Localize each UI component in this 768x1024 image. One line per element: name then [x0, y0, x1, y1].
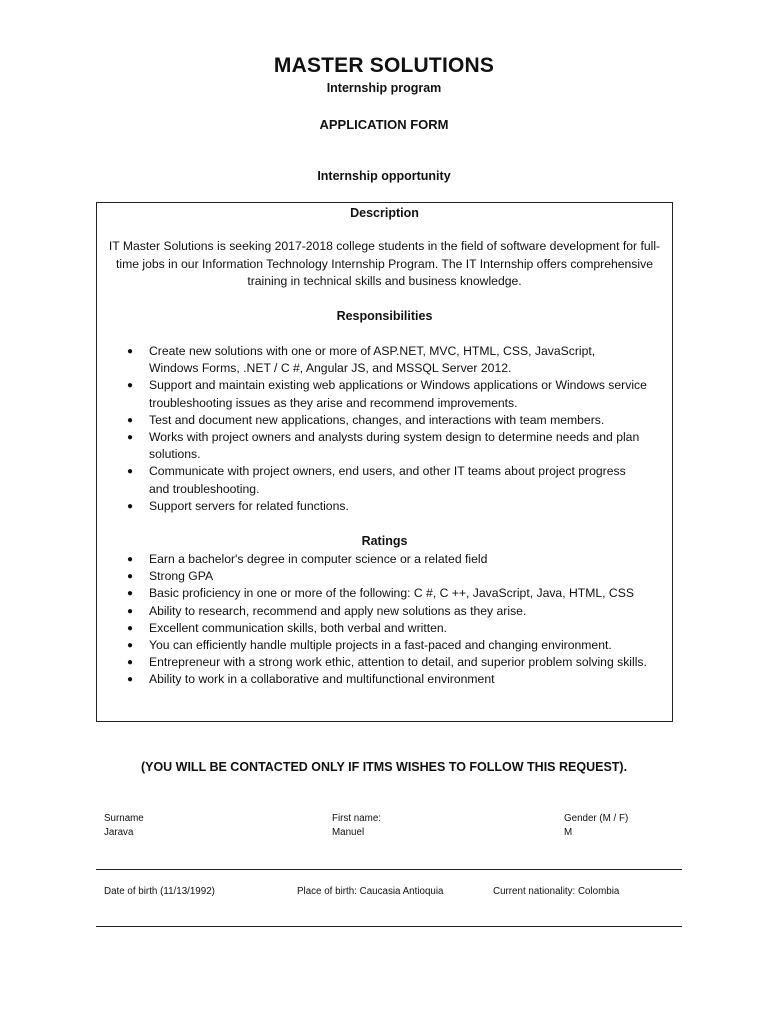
list-item: ● Ability to research, recommend and apply new solutions as they arise.	[97, 603, 667, 620]
bullet-icon: ●	[127, 466, 134, 478]
list-item: ● Create new solutions with one or more of ASP.NET, MVC, HTML, CSS, JavaScript, Windows Forms, .NET / C #, Angular JS, and MSSQL Server 2012.	[127, 344, 596, 376]
bullet-icon: ●	[127, 432, 134, 444]
bullet-icon: ●	[127, 605, 134, 617]
responsibilities-list	[97, 343, 667, 515]
list-item: ● Works with project owners and analysts during system design to determine needs and plan solutions.	[127, 430, 640, 462]
date-of-birth: Date of birth (11/13/1992)	[104, 886, 215, 897]
list-item: ● Ability to work in a collaborative and multifunctional environment	[97, 671, 667, 688]
description-heading: Description	[350, 206, 419, 220]
first-name-value: Manuel	[332, 827, 365, 838]
opportunity-heading: Internship opportunity	[317, 169, 451, 183]
list-item: ● You can efficiently handle multiple projects in a fast-paced and changing environment.	[97, 637, 667, 654]
list-item: ● Strong GPA	[97, 568, 667, 585]
list-item: ● Support servers for related functions.	[97, 498, 667, 515]
current-nationality: Current nationality: Colombia	[493, 886, 620, 897]
surname-label: Surname	[104, 813, 144, 824]
program-subtitle: Internship program	[326, 81, 442, 95]
list-item: ● Communicate with project owners, end users, and other IT teams about project progress and troubleshooting.	[127, 464, 626, 496]
divider	[96, 869, 682, 870]
bullet-icon: ●	[127, 380, 134, 392]
bullet-icon: ●	[127, 346, 134, 357]
description-text: IT Master Solutions is seeking 2017-2018 college students in the field of software development for full-time jobs in our Information Technology Internship Program. The IT Internship offers comprehensive training in technical skills and business knowledge.	[108, 239, 661, 288]
gender-label: Gender (M / F)	[564, 813, 629, 824]
ratings-list	[97, 551, 667, 689]
bullet-icon: ●	[127, 640, 134, 652]
bullet-icon: ●	[127, 554, 134, 565]
bullet-icon: ●	[127, 622, 134, 634]
bullet-icon: ●	[127, 571, 134, 583]
gender-value: M	[564, 827, 573, 838]
form-title: APPLICATION FORM	[319, 117, 449, 132]
list-item: ● Test and document new applications, changes, and interactions with team members.	[97, 412, 667, 429]
list-item: ● Support and maintain existing web applications or Windows applications or Windows service troubleshooting issues as they arise and recommend improvements.	[127, 378, 647, 410]
first-name-label: First name:	[332, 813, 381, 824]
divider	[96, 926, 682, 927]
bullet-icon: ●	[127, 674, 134, 686]
responsibilities-heading: Responsibilities	[336, 309, 433, 323]
bullet-icon: ●	[127, 588, 134, 600]
list-item: ● Basic proficiency in one or more of the following: C #, C ++, JavaScript, Java, HTML, CSS	[97, 585, 667, 602]
ratings-heading: Ratings	[361, 534, 408, 548]
opportunity-box	[96, 202, 673, 722]
list-item: ● Excellent communication skills, both verbal and written.	[97, 620, 667, 637]
bullet-icon: ●	[127, 414, 134, 426]
bullet-icon: ●	[127, 657, 134, 669]
list-item: ● Earn a bachelor's degree in computer science or a related field	[97, 551, 667, 568]
contact-notice: (YOU WILL BE CONTACTED ONLY IF ITMS WISHES TO FOLLOW THIS REQUEST).	[140, 760, 628, 774]
bullet-icon: ●	[127, 500, 134, 512]
company-title: MASTER SOLUTIONS	[273, 54, 495, 77]
surname-value: Jarava	[104, 827, 134, 838]
list-item: ● Entrepreneur with a strong work ethic, attention to detail, and superior problem solving skills.	[97, 654, 667, 671]
place-of-birth: Place of birth: Caucasia Antioquia	[297, 886, 444, 897]
